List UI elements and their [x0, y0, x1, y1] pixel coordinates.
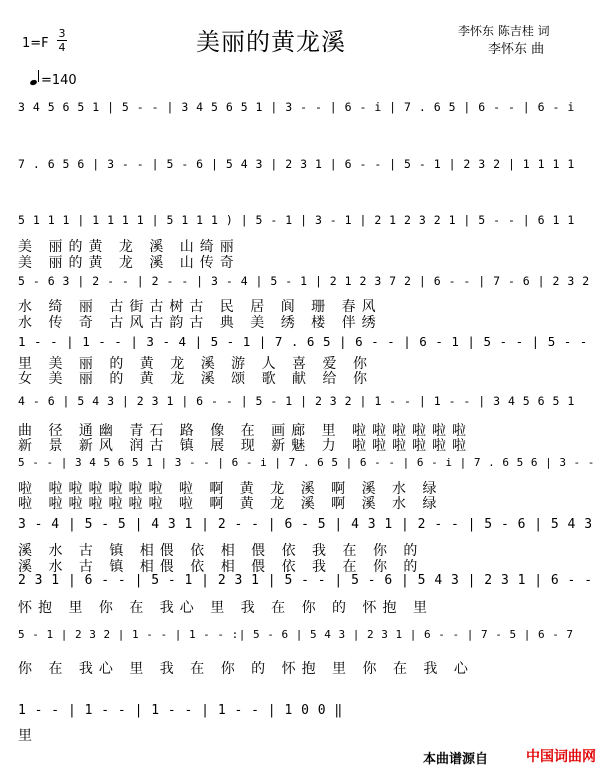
notation-line: 5 - - | 3 4 5 6 5 1 | 3 - - | 6 - i | 7 . 6 5 | 6 - - | 6 - i | 7 . 6 5 6 | 3 - - — [18, 456, 595, 469]
note-stem-icon — [38, 70, 39, 82]
tempo-value: =140 — [41, 73, 77, 88]
lyric-line: 啦 啦啦啦啦啦啦 啦 啊 黄 龙 溪 啊 溪 水 绿 — [18, 481, 443, 497]
site-logo-text: 中国词曲网 — [526, 749, 596, 765]
lyric-line: 里 美 丽 的 黄 龙 溪 游 人 喜 爱 你 — [18, 356, 373, 372]
notation-line: 1 - - | 1 - - | 3 - 4 | 5 - 1 | 7 . 6 5 | 6 - - | 6 - 1 | 5 - - | 5 - - — [18, 334, 588, 349]
notation-line: 3 - 4 | 5 - 5 | 4 3 1 | 2 - - | 6 - 5 | 4 3 1 | 2 - - | 5 - 6 | 5 4 3 — [18, 517, 593, 532]
song-title: 美丽的黄龙溪 — [196, 28, 346, 56]
lyric-line: 美 丽的黄 龙 溪 山绮丽 — [18, 239, 240, 255]
notation-line: 4 - 6 | 5 4 3 | 2 3 1 | 6 - - | 5 - 1 | 2 3 2 | 1 - - | 1 - - | 3 4 5 6 5 1 — [18, 394, 575, 408]
notation-line: 2 3 1 | 6 - - | 5 - 1 | 2 3 1 | 5 - - | 5 - 6 | 5 4 3 | 2 3 1 | 6 - - — [18, 573, 593, 588]
lyric-line: 水 传 奇 古风古韵古 典 美 绣 楼 伴绣 — [18, 315, 382, 331]
lyric-line: 溪 水 古 镇 相偎 依 相 偎 依 我 在 你 的 — [18, 559, 424, 575]
notation-line: 5 - 6 3 | 2 - - | 2 - - | 3 - 4 | 5 - 1 | 2 1 2 3 7 2 | 6 - - | 7 - 6 | 2 3 2 — [18, 274, 590, 288]
notation-line: 1 - - | 1 - - | 1 - - | 1 - - | 1 0 0 ‖ — [18, 703, 343, 718]
quarter-note-icon — [29, 79, 37, 86]
lyric-line: 女 美 丽 的 黄 龙 溪 颂 歌 献 给 你 — [18, 371, 373, 387]
lyric-line: 水 绮 丽 古街古树古 民 居 阆 珊 春风 — [18, 299, 382, 315]
lyric-line: 啦 啦啦啦啦啦啦 啦 啊 黄 龙 溪 啊 溪 水 绿 — [18, 496, 443, 512]
lyric-line: 溪 水 古 镇 相偎 依 相 偎 依 我 在 你 的 — [18, 543, 424, 559]
lyric-line: 新 景 新风 润古 镇 展 现 新魅 力 啦啦啦啦啦啦 — [18, 438, 473, 454]
lyric-line: 你 在 我心 里 我 在 你 的 怀抱 里 你 在 我 心 — [18, 661, 474, 677]
notation-line: 5 1 1 1 | 1 1 1 1 | 5 1 1 1 ) | 5 - 1 | 3 - 1 | 2 1 2 3 2 1 | 5 - - | 6 1 1 — [18, 213, 575, 227]
lyric-line: 里 — [18, 728, 38, 744]
tempo-marking — [30, 72, 77, 88]
notation-line: 3 4 5 6 5 1 | 5 - - | 3 4 5 6 5 1 | 3 - - | 6 - i | 7 . 6 5 | 6 - - | 6 - i — [18, 100, 575, 114]
time-top: 3 — [58, 27, 66, 40]
time-bottom: 4 — [58, 41, 66, 54]
notation-line: 5 - 1 | 2 3 2 | 1 - - | 1 - - :| 5 - 6 | 5 4 3 | 2 3 1 | 6 - - | 7 - 5 | 6 - 7 — [18, 628, 574, 641]
composer-credit: 李怀东 曲 — [488, 42, 545, 57]
source-label: 本曲谱源自 — [422, 752, 488, 767]
lyric-line: 怀抱 里 你 在 我心 里 我 在 你 的 怀抱 里 — [18, 600, 433, 616]
lyric-line: 曲 径 通幽 青石 路 像 在 画廊 里 啦啦啦啦啦啦 — [18, 423, 473, 439]
lyric-line: 美 丽的黄 龙 溪 山传奇 — [18, 255, 240, 271]
notation-line: 7 . 6 5 6 | 3 - - | 5 - 6 | 5 4 3 | 2 3 1 | 6 - - | 5 - 1 | 2 3 2 | 1 1 1 1 — [18, 157, 575, 171]
key-signature: 1=F — [22, 36, 49, 51]
time-signature — [56, 28, 68, 53]
lyricist-credit: 李怀东 陈吉桂 词 — [458, 24, 550, 38]
